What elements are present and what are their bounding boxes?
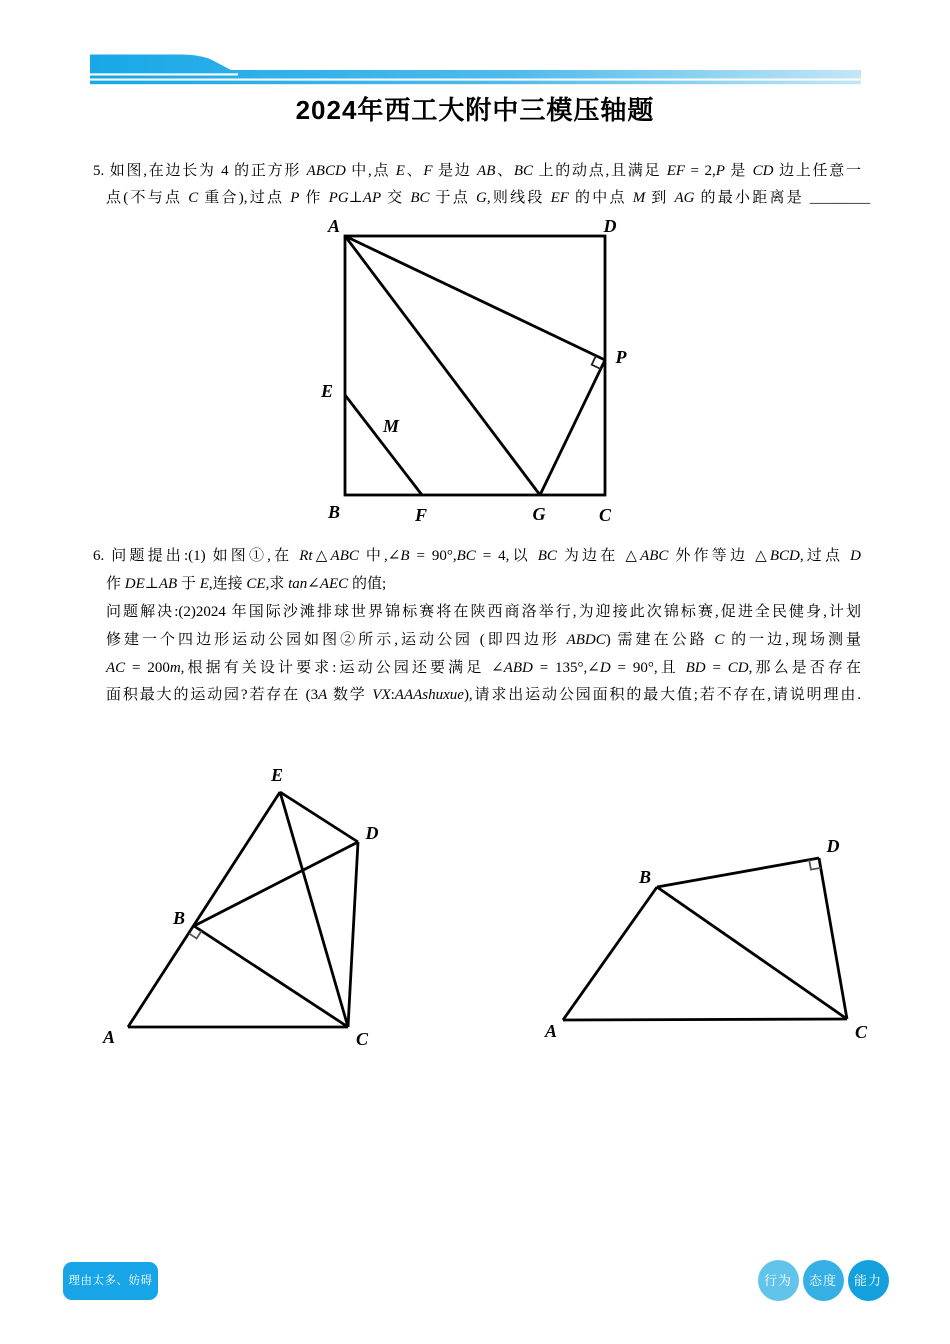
fig5-vertex-label-C: C: [598, 505, 612, 525]
fig6a-vertex-label-A: A: [102, 1027, 116, 1047]
fig5-vertex-label-M: M: [382, 416, 400, 436]
problem6-line-2: 作 DE⊥AB 于 E,连接 CE,求 tan∠AEC 的值;: [106, 576, 387, 592]
fig6b-vertex-label-B: B: [638, 867, 652, 887]
fig5-vertex-label-P: P: [615, 347, 627, 367]
fig5-vertex-label-A: A: [327, 216, 341, 236]
fig5-vertex-label-G: G: [532, 504, 546, 524]
fig6a-vertex-label-C: C: [355, 1029, 369, 1049]
header-banner-shape: [88, 55, 861, 85]
fig6b-vertex-label-D: D: [826, 836, 840, 856]
footer-chip-attitude: 态度: [803, 1260, 844, 1301]
problem6-line-5: AC = 200m,根据有关设计要求:运动公园还要满足 ∠ABD = 135°,∠D = 90°,且 BD = CD,那么是否存在: [106, 660, 861, 676]
footer-chip-behavior: 行为: [758, 1260, 799, 1301]
fig5-vertex-label-F: F: [414, 505, 428, 525]
problem5-line-1: 5. 如图,在边长为 4 的正方形 ABCD 中,点 E、F 是边 AB、BC 上的动点,且满足 EF = 2,P 是 CD 边上任意一: [93, 163, 861, 179]
right-angle-mark-B: [189, 931, 201, 939]
fig6a-vertex-label-D: D: [365, 823, 379, 843]
fig5-vertex-label-E: E: [320, 381, 334, 401]
problem6-line-1: 6. 问题提出:(1) 如图①,在 Rt△ABC 中,∠B = 90°,BC = 4,以 BC 为边在 △ABC 外作等边 △BCD,过点 D: [93, 548, 861, 564]
problem6-line-6: 面积最大的运动园?若存在 (3A 数学 VX:AAAshuxue),请求出运动公园面积的最大值;若不存在,请说明理由.: [106, 687, 861, 703]
problem6-line-3: 问题解决:(2)2024 年国际沙滩排球世界锦标赛将在陕西商洛举行,为迎接此次锦标赛,促进全民健身,计划: [106, 604, 861, 620]
fig5-vertex-label-D: D: [603, 216, 617, 236]
right-angle-mark-D: [809, 860, 821, 870]
figure-problem5: [345, 236, 605, 495]
figure-problem6-1: [128, 792, 358, 1027]
slogan-badge: 理由太多、妨碍进步: [63, 1262, 158, 1300]
fig5-vertex-label-B: B: [327, 502, 341, 522]
problem6-line-4: 修建一个四边形运动公园如图②所示,运动公园 (即四边形 ABDC) 需建在公路 C 的一边,现场测量: [106, 632, 861, 648]
page-title: 2024年西工大附中三模压轴题: [295, 95, 655, 125]
footer-chip-ability: 能力: [848, 1260, 889, 1301]
figure-problem6-2: [563, 858, 847, 1020]
fig6a-vertex-label-B: B: [172, 908, 186, 928]
right-angle-mark-P: [592, 356, 601, 369]
problem5-line-2: 点(不与点 C 重合),过点 P 作 PG⊥AP 交 BC 于点 G,则线段 EF 的中点 M 到 AG 的最小距离是 ________: [106, 190, 870, 206]
fig6a-vertex-label-E: E: [270, 765, 284, 785]
fig6b-vertex-label-C: C: [854, 1022, 868, 1042]
fig6b-vertex-label-A: A: [544, 1021, 558, 1041]
